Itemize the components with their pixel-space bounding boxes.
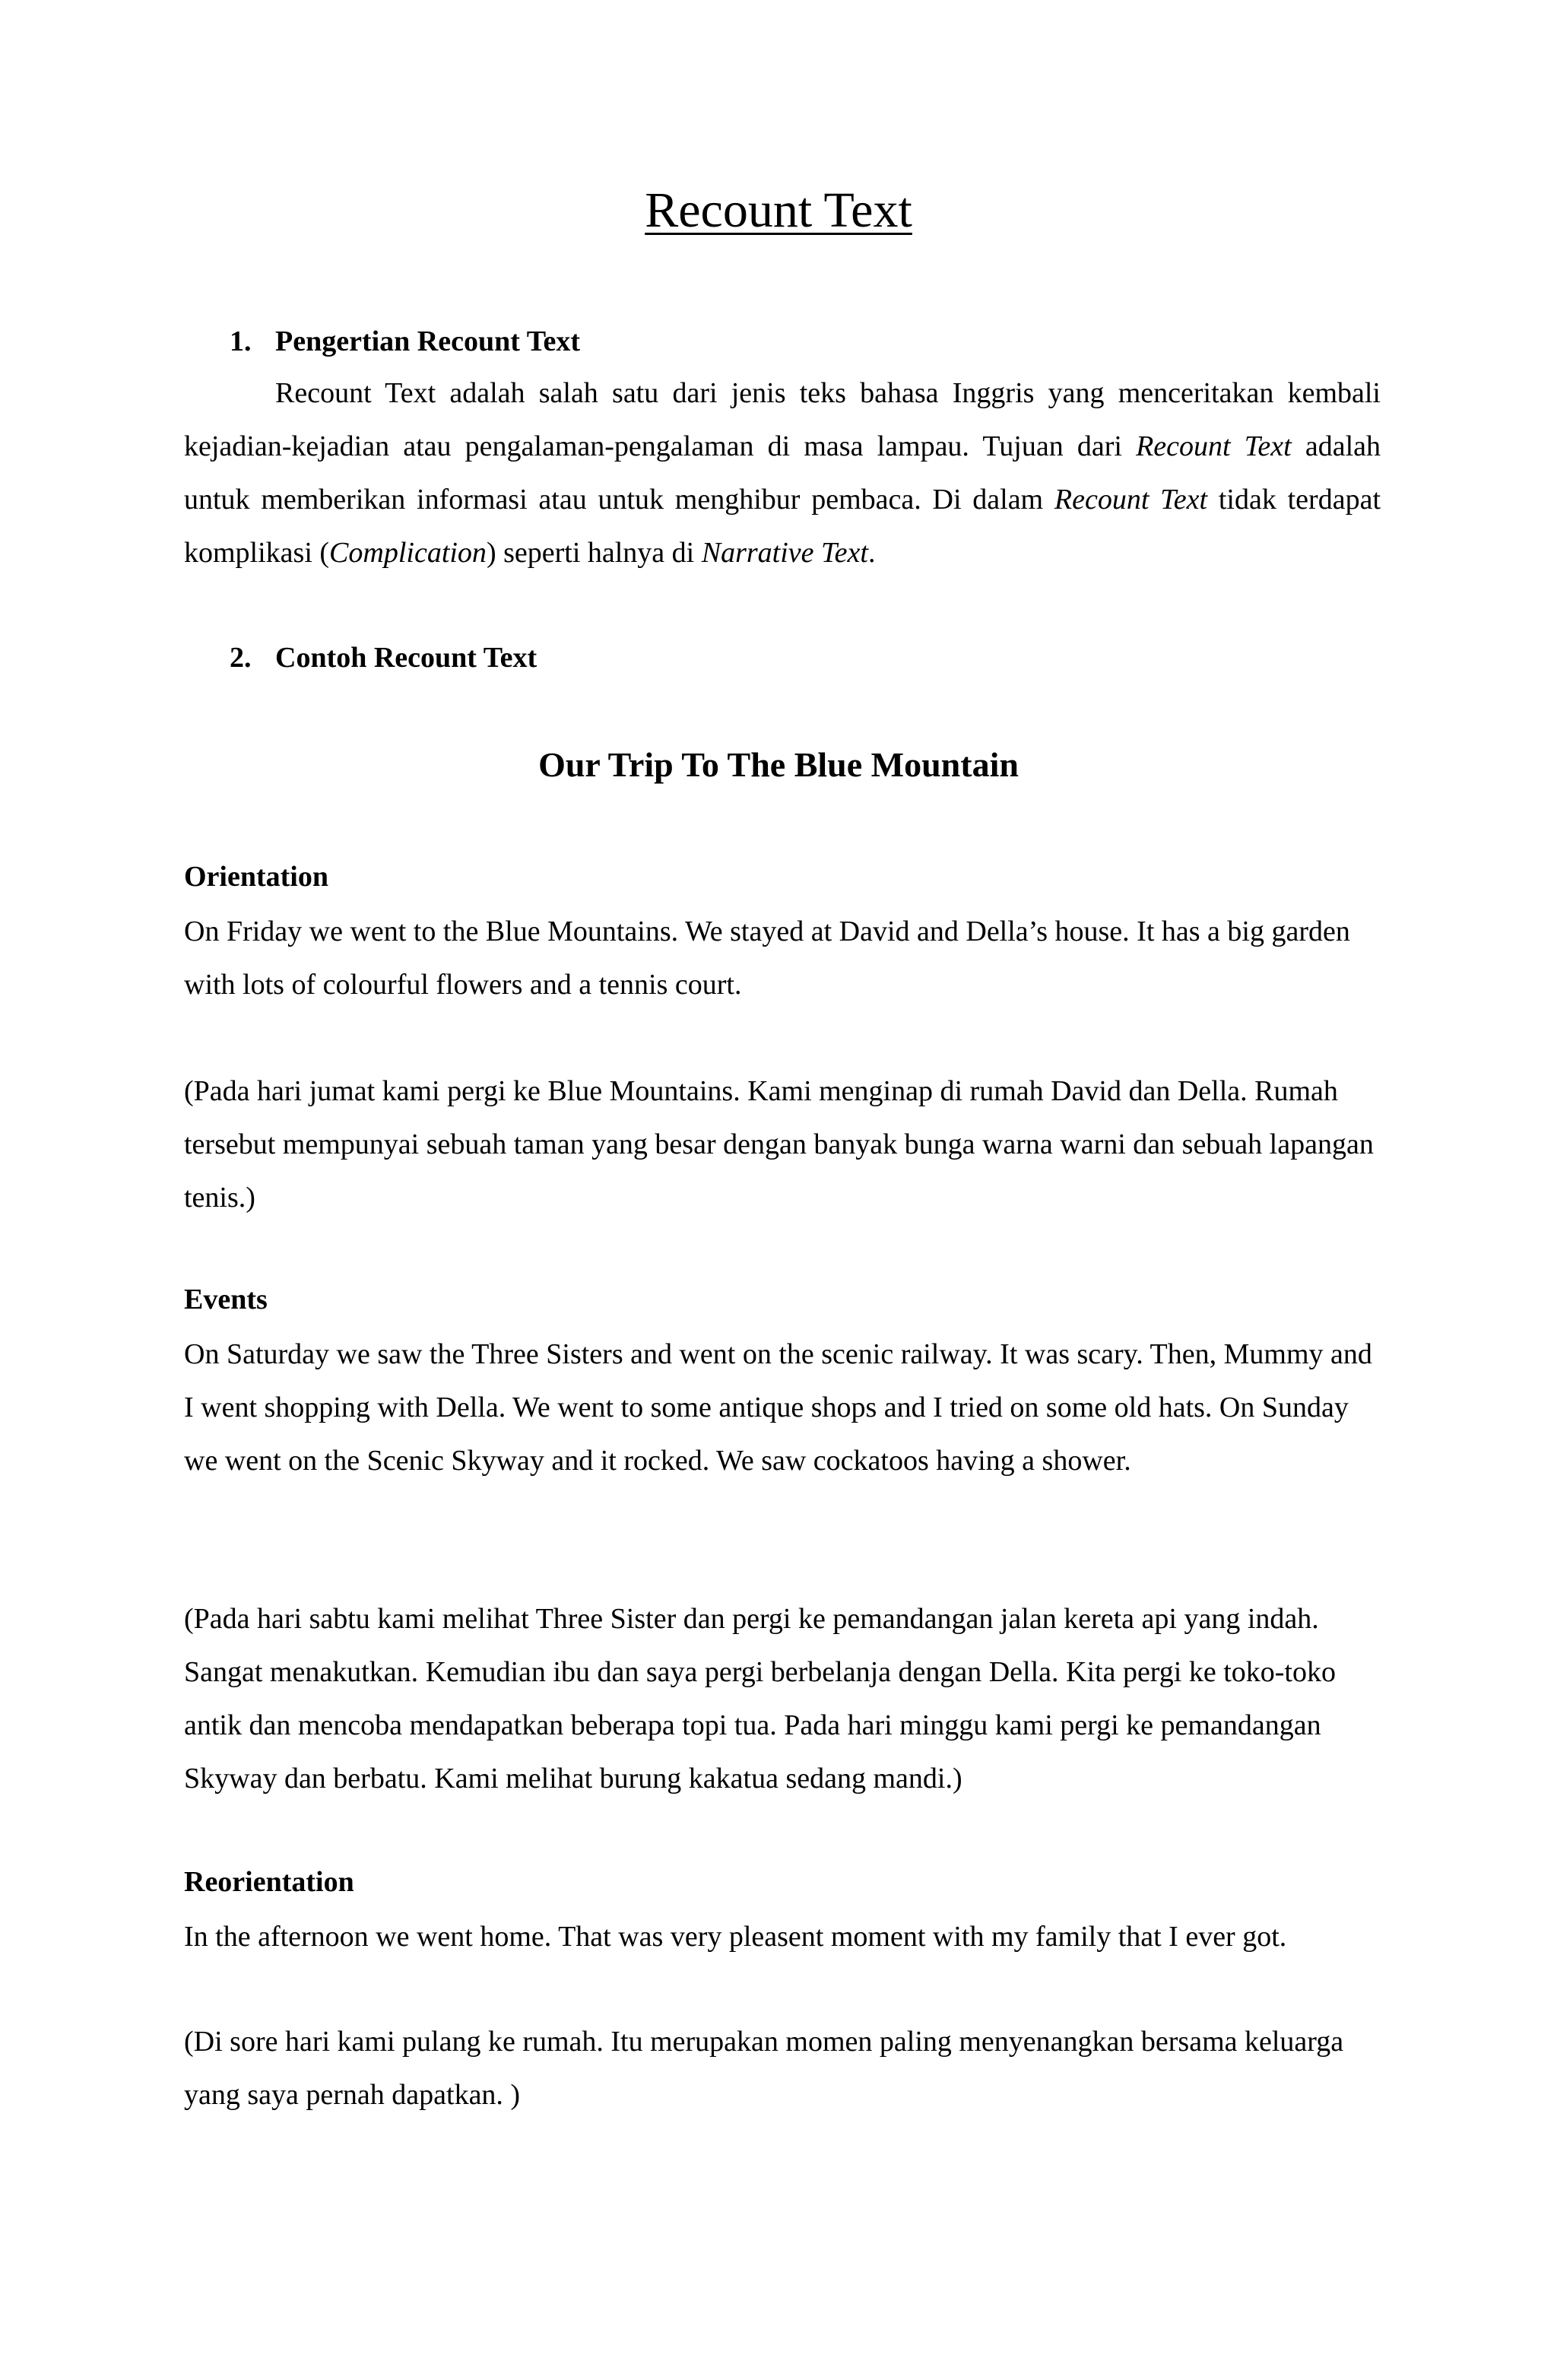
events-heading: Events <box>184 1284 268 1315</box>
reorientation-heading: Reorientation <box>184 1866 354 1898</box>
reorientation-english: In the afternoon we went home. That was very pleasent moment with my family that I ever got. <box>184 1921 1287 1953</box>
paragraph-italic-term: Recount Text <box>1054 484 1208 516</box>
page-title <box>0 176 1557 245</box>
reorientation-translation: (Di sore hari kami pulang ke rumah. Itu merupakan momen paling menyenangkan bersama keluarga yang saya pernah dapatkan. ) <box>184 2026 1344 2111</box>
events-translation: (Pada hari sabtu kami melihat Three Sister dan pergi ke pemandangan jalan kereta api yang indah. Sangat menakutkan. Kemudian ibu dan saya pergi berbelanja dengan Della. Kita pergi ke toko-toko antik dan mencoba mendapatkan beberapa topi tua. Pada hari minggu kami pergi ke pemandangan Skyway dan berbatu. Kami melihat burung kakatua sedang mandi.) <box>184 1603 1336 1795</box>
section-2-heading <box>230 639 537 677</box>
events-english: On Saturday we saw the Three Sisters and went on the scenic railway. It was scary. Then, Mummy and I went shopping with Della. We went to some antique shops and I tried on some old hats. On Sunday we went on the Scenic Skyway and it rocked. We saw cockatoos having a shower. <box>184 1338 1372 1477</box>
orientation-translation: (Pada hari jumat kami pergi ke Blue Mountains. Kami menginap di rumah David dan Della. Rumah tersebut mempunyai sebuah taman yang besar dengan banyak bunga warna warni dan sebuah lapangan tenis.) <box>184 1075 1374 1214</box>
paragraph-text: tidak terdapat komplikasi ( <box>184 484 1381 569</box>
section-1-heading-text: Pengertian Recount Text <box>275 325 581 357</box>
section-1-heading <box>230 322 580 360</box>
orientation-english: On Friday we went to the Blue Mountains. We stayed at David and Della’s house. It has a big garden with lots of colourful flowers and a tennis court. <box>184 916 1350 1001</box>
story-title: Our Trip To The Blue Mountain <box>538 745 1019 784</box>
paragraph-text: adalah untuk memberikan informasi atau untuk menghibur pembaca. Di dalam <box>184 430 1381 516</box>
section-1-number: 1. <box>230 325 252 357</box>
page-title-text: Recount Text <box>645 182 912 238</box>
paragraph-text: ) seperti halnya di <box>486 537 702 569</box>
section-2-heading-text: Contoh Recount Text <box>275 642 537 674</box>
paragraph-text: . <box>867 537 876 569</box>
section-2-number: 2. <box>230 642 252 674</box>
paragraph-italic-term: Complication <box>329 537 487 569</box>
paragraph-italic-term: Narrative Text <box>701 537 868 569</box>
paragraph-text: Recount Text adalah salah satu dari jenis teks bahasa Inggris yang menceritakan kembali kejadian-kejadian atau pengalaman-pengalaman di masa lampau. Tujuan dari <box>184 377 1381 462</box>
section-1-paragraph <box>184 367 1381 579</box>
paragraph-italic-term: Recount Text <box>1136 430 1292 462</box>
orientation-heading: Orientation <box>184 861 328 893</box>
